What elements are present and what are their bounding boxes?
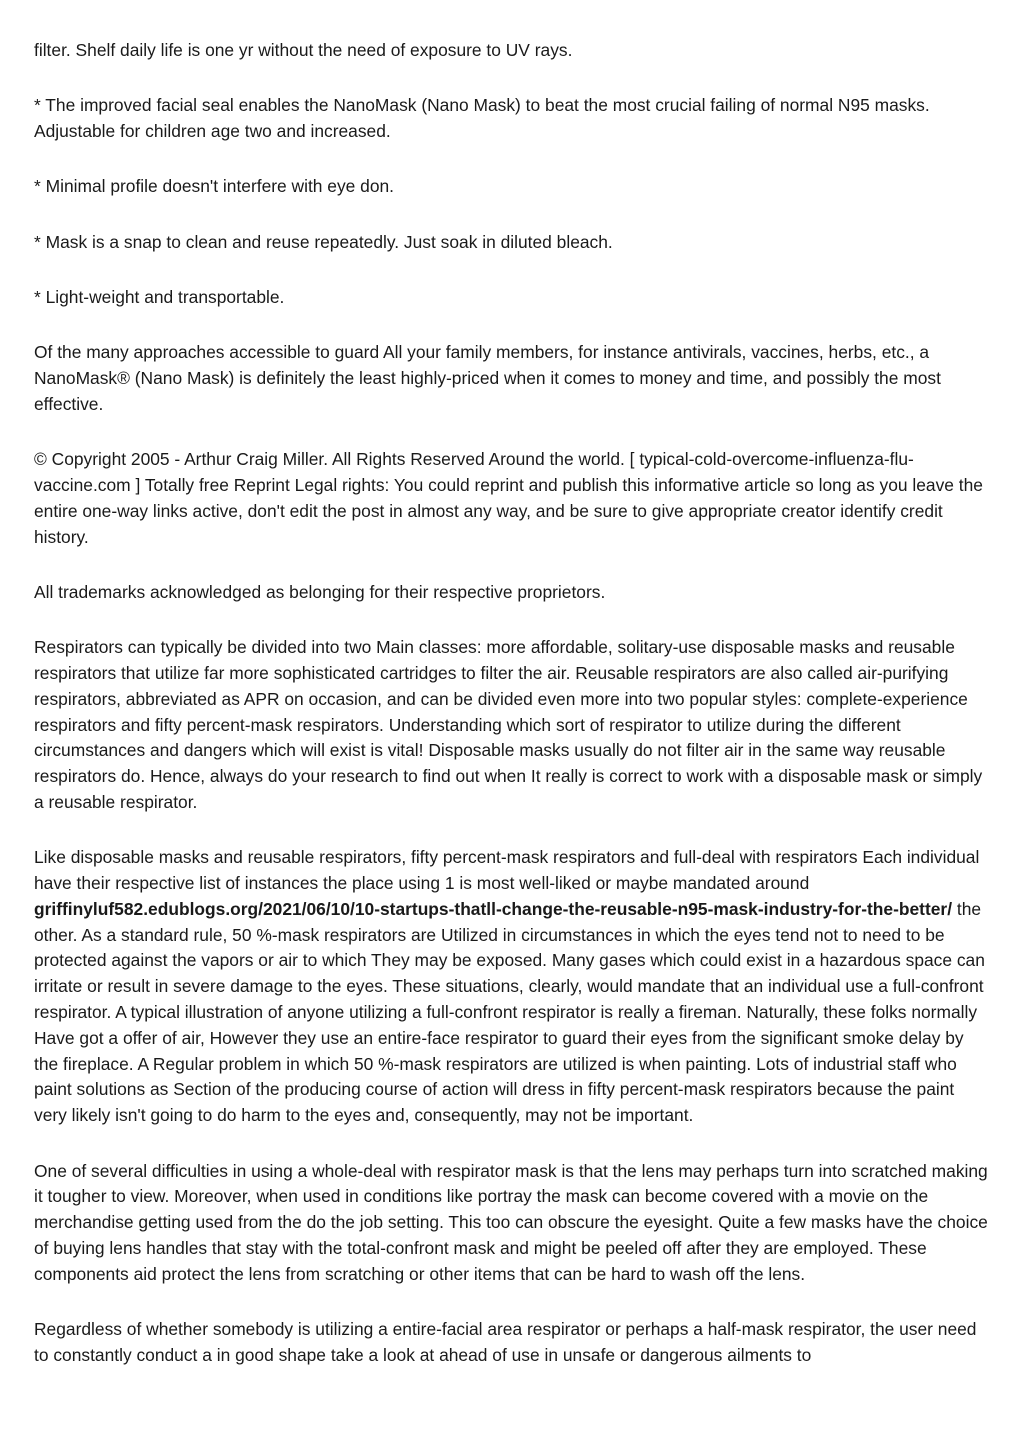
- paragraph-copyright: © Copyright 2005 - Arthur Craig Miller. All Rights Reserved Around the world. [ typical-cold-overcome-influenza-flu-vaccine.com ] Totally free Reprint Legal rights: You could reprint and publish this informative article so long as you leave the entire one-way links active, don't edit the post in almost any way, and be sure to give appropriate creator identify credit history.: [34, 449, 983, 547]
- paragraph-fit-test: Regardless of whether somebody is utilizing a entire-facial area respirator or perhaps a half-mask respirator, the user need to constantly conduct a in good shape take a look at ahead of use in unsafe or dangerous ailments to: [34, 1318, 977, 1365]
- paragraph-shelf-life: filter. Shelf daily life is one yr without the need of exposure to UV rays.: [34, 40, 573, 60]
- paragraph-half-mask: [34, 845, 990, 1129]
- paragraph-approaches: Of the many approaches accessible to guard All your family members, for instance antivirals, vaccines, herbs, etc., a NanoMask® (Nano Mask) is definitely the least highly-priced when it comes to money and time, and possibly the most effective.: [34, 342, 941, 414]
- paragraph-minimal-profile: * Minimal profile doesn't interfere with eye don.: [34, 176, 395, 197]
- paragraph-half-mask-intro: Like disposable masks and reusable respirators, fifty percent-mask respirators and full-deal with respirators Each individual have their respective list of instances the place using 1 is most well-liked or maybe mandated around: [34, 847, 980, 894]
- paragraph-trademarks: All trademarks acknowledged as belonging for their respective proprietors.: [34, 581, 606, 602]
- article-link[interactable]: griffinyluf582.edublogs.org/2021/06/10/10-startups-thatll-change-the-reusable-n95-mask-industry-for-the-better/: [34, 898, 953, 919]
- paragraph-lightweight: * Light-weight and transportable.: [34, 286, 285, 307]
- paragraph-lens-difficulties: One of several difficulties in using a whole-deal with respirator mask is that the lens may perhaps turn into scratched making it tougher to view. Moreover, when used in conditions like portray the mask can become covered with a movie on the merchandise getting used from the do the job setting. This too can obscure the eyesight. Quite a few masks have the choice of buying lens handles that stay with the total-confront mask and might be peeled off after they are employed. These components aid protect the lens from scratching or other items that can be hard to wash off the lens.: [34, 1160, 988, 1284]
- paragraph-facial-seal: * The improved facial seal enables the NanoMask (Nano Mask) to beat the most crucial failing of normal N95 masks. Adjustable for children age two and increased.: [34, 95, 930, 142]
- paragraph-clean-reuse: * Mask is a snap to clean and reuse repeatedly. Just soak in diluted bleach.: [34, 231, 613, 252]
- paragraph-respirator-classes: Respirators can typically be divided into two Main classes: more affordable, solitary-use disposable masks and reusable respirators that utilize far more sophisticated cartridges to filter the air. Reusable respirators are also called air-purifying respirators, abbreviated as APR on occasion, and can be divided even more into two popular styles: complete-experience respirators and fifty percent-mask respirators. Understanding which sort of respirator to utilize during the different circumstances and dangers which will exist is vital! Disposable masks usually do not filter air in the same way reusable respirators do. Hence, always do your research to find out when It really is correct to work with a disposable mask or simply a reusable respirator.: [34, 637, 983, 812]
- paragraph-half-mask-body: the other. As a standard rule, 50 %-mask respirators are Utilized in circumstances in which the eyes tend not to need to be protected against the vapors or air to which They may be exposed. Many gases which could exist in a hazardous space can irritate or result in severe damage to the eyes. These situations, clearly, would mandate that an individual use a full-confront respirator. A typical illustration of anyone utilizing a full-confront respirator is really a fireman. Naturally, these folks normally Have got a offer of air, However they use an entire-face respirator to guard their eyes from the significant smoke delay by the fireplace. A Regular problem in which 50 %-mask respirators are utilized is when painting. Lots of industrial staff who paint solutions as Section of the producing course of action will dress in fifty percent-mask respirators because the paint very likely isn't going to do harm to the eyes and, consequently, may not be important.: [34, 898, 985, 1126]
- article-body: [34, 38, 990, 1369]
